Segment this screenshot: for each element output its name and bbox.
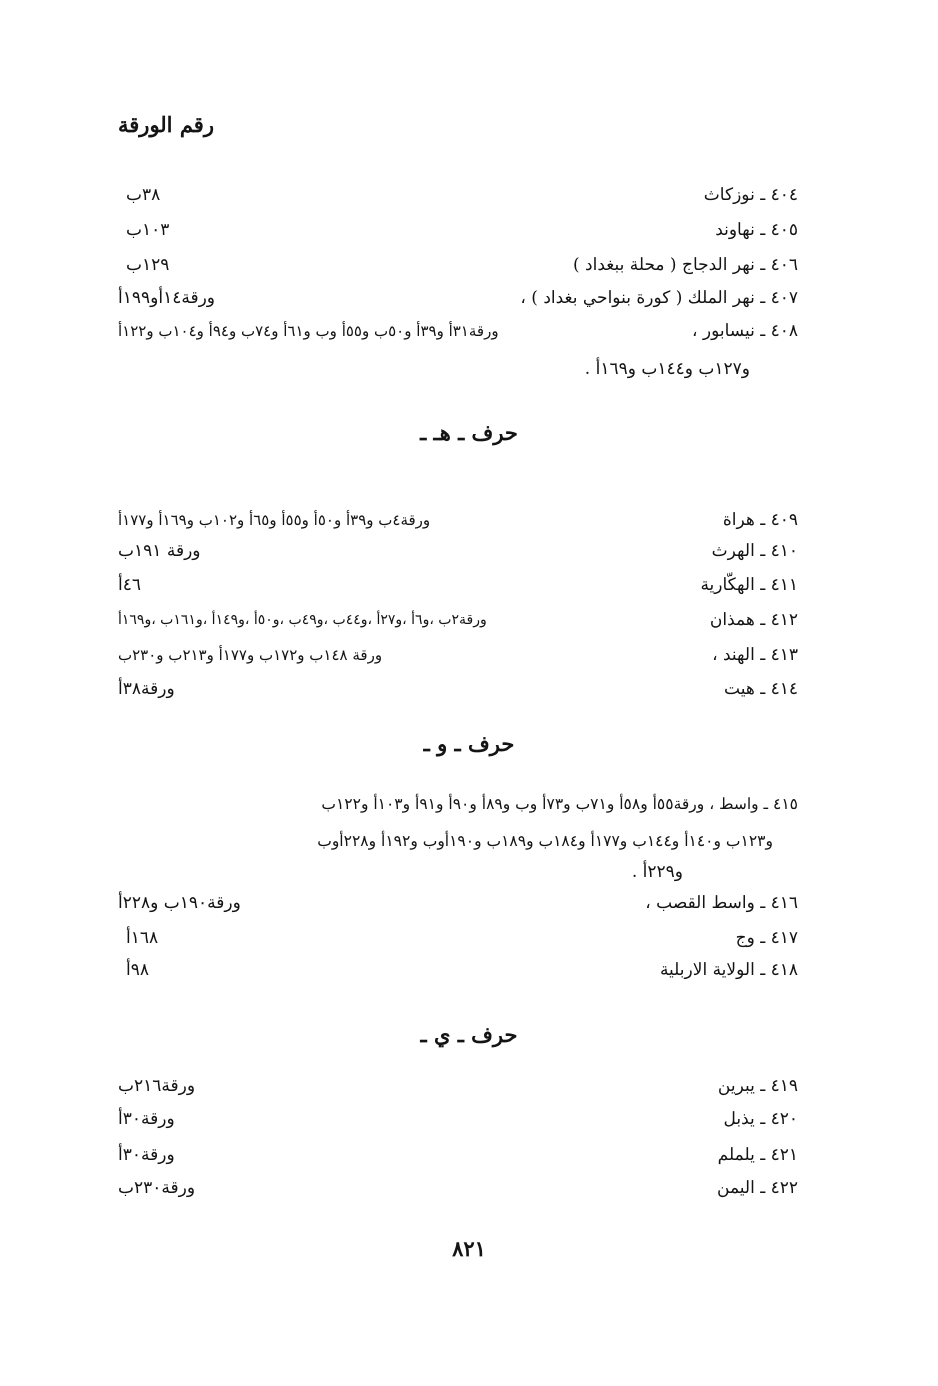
index-entry [118,250,798,280]
place-name: ٤١٦ ـ واسط القصب ، [645,893,798,913]
page-reference: ٣٨ب [126,185,161,205]
section-heading-ha: حرف ـ هـ ـ [420,420,518,445]
page-reference: ٩٨أ [126,960,149,980]
index-entry [118,536,798,566]
page-reference: ورقة٢٣٠ب [118,1178,196,1198]
index-entry-wasit: ٤١٥ ـ واسط ، ورقة٥٥أ و٥٨أ و٧١ب و٧٣أ وب و٨٩أ و٩٠أ و٩١أ و١٠٣أ و١٢٢ب [321,795,798,813]
page-reference: ورقة ١٤٨ب و١٧٢ب و١٧٧أ و٢١٣ب و٢٣٠ب [118,646,383,664]
index-entry [118,955,798,985]
page-reference: ورقة ١٩١ب [118,541,201,561]
entry-continuation: و١٢٧ب و١٤٤ب و١٦٩أ . [584,359,750,379]
place-name: ٤٠٩ ـ هراة [722,510,798,530]
index-entry [118,1173,798,1203]
place-name: ٤١٣ ـ الهند ، [712,645,798,665]
place-name: ٤٠٤ ـ نوزكاث [703,185,798,205]
page-reference: ورقة٣١أ و٣٩أ و٥٠ب و٥٥أ وب و٦١أ و٧٤ب و٩٤أ و١٠٤ب و١٢٢أ [118,322,499,340]
page-reference: ورقة١٩٠ب و٢٢٨أ [118,893,241,913]
index-entry [118,180,798,210]
place-name: ٤٢٢ ـ اليمن [717,1178,798,1198]
place-name: ٤١٤ ـ هيت [724,679,798,699]
page-reference: ١٠٣ب [126,220,170,240]
place-name: ٤١٢ ـ همذان [709,610,798,630]
index-entry [118,640,798,670]
entry-continuation: و٢٢٩أ . [631,862,683,882]
place-name: ٤٠٦ ـ نهر الدجاج ( محلة ببغداد ) [572,255,798,275]
place-name: ٤١٨ ـ الولاية الاربلية [659,960,798,980]
place-name: ٤٢٠ ـ يذبل [723,1109,798,1129]
index-entry [118,674,798,704]
index-entry [118,316,798,346]
page-reference: ورقة٣٠أ [118,1109,175,1129]
section-heading-ya: حرف ـ ي ـ [420,1022,518,1047]
index-entry [118,505,798,535]
place-name: ٤٠٥ ـ نهاوند [715,220,798,240]
index-entry [118,1104,798,1134]
index-entry [118,923,798,953]
section-heading-waw: حرف ـ و ـ [423,731,515,756]
place-name: ٤١١ ـ الهكّارية [700,575,798,595]
index-entry [118,570,798,600]
page-reference: ورقة٢١٦ب [118,1076,196,1096]
place-name: ٤١٠ ـ الهرث [711,541,798,561]
page-reference: ١٢٩ب [126,255,170,275]
index-entry [118,888,798,918]
entry-continuation: و١٢٣ب و١٤٠أ و١٤٤ب و١٧٧أ و١٨٤ب و١٨٩ب و١٩٠أوب و١٩٢أ و٢٢٨أوب [317,832,773,850]
page-reference: ورقة١٤أو١٩٩أ [118,288,216,308]
place-name: ٤٢١ ـ يلملم [717,1145,798,1165]
page-reference: ورقة٤ب و٣٩أ و٥٠أ و٥٥أ و٦٥أ و١٠٢ب و١٦٩أ و١٧٧أ [118,511,431,529]
index-entry [118,1140,798,1170]
page-reference: ورقة٢ب ،و٦أ ،و٢٧أ ،و٤٤ب ،و٤٩ب ،و٥٠أ ،و١٤٩أ ،و١٦١ب ،و١٦٩أ [118,612,487,628]
page-number: ٨٢١ [452,1236,486,1261]
index-entry [118,1071,798,1101]
page-reference: ١٦٨أ [126,928,159,948]
page-reference: ورقة٣٠أ [118,1145,175,1165]
place-name: ٤١٩ ـ يبرين [717,1076,798,1096]
index-entry [118,283,798,313]
place-name: ٤٠٨ ـ نيسابور ، [691,321,798,341]
column-header-page-number: رقم الورقة [118,112,214,137]
place-name: ٤٠٧ ـ نهر الملك ( كورة بنواحي بغداد ) ، [520,288,798,308]
page-reference: ورقة٣٨أ [118,679,175,699]
place-name: ٤١٧ ـ وج [735,928,798,948]
index-entry [118,215,798,245]
index-entry [118,605,798,635]
page-reference: ٤٦أ [118,575,141,595]
